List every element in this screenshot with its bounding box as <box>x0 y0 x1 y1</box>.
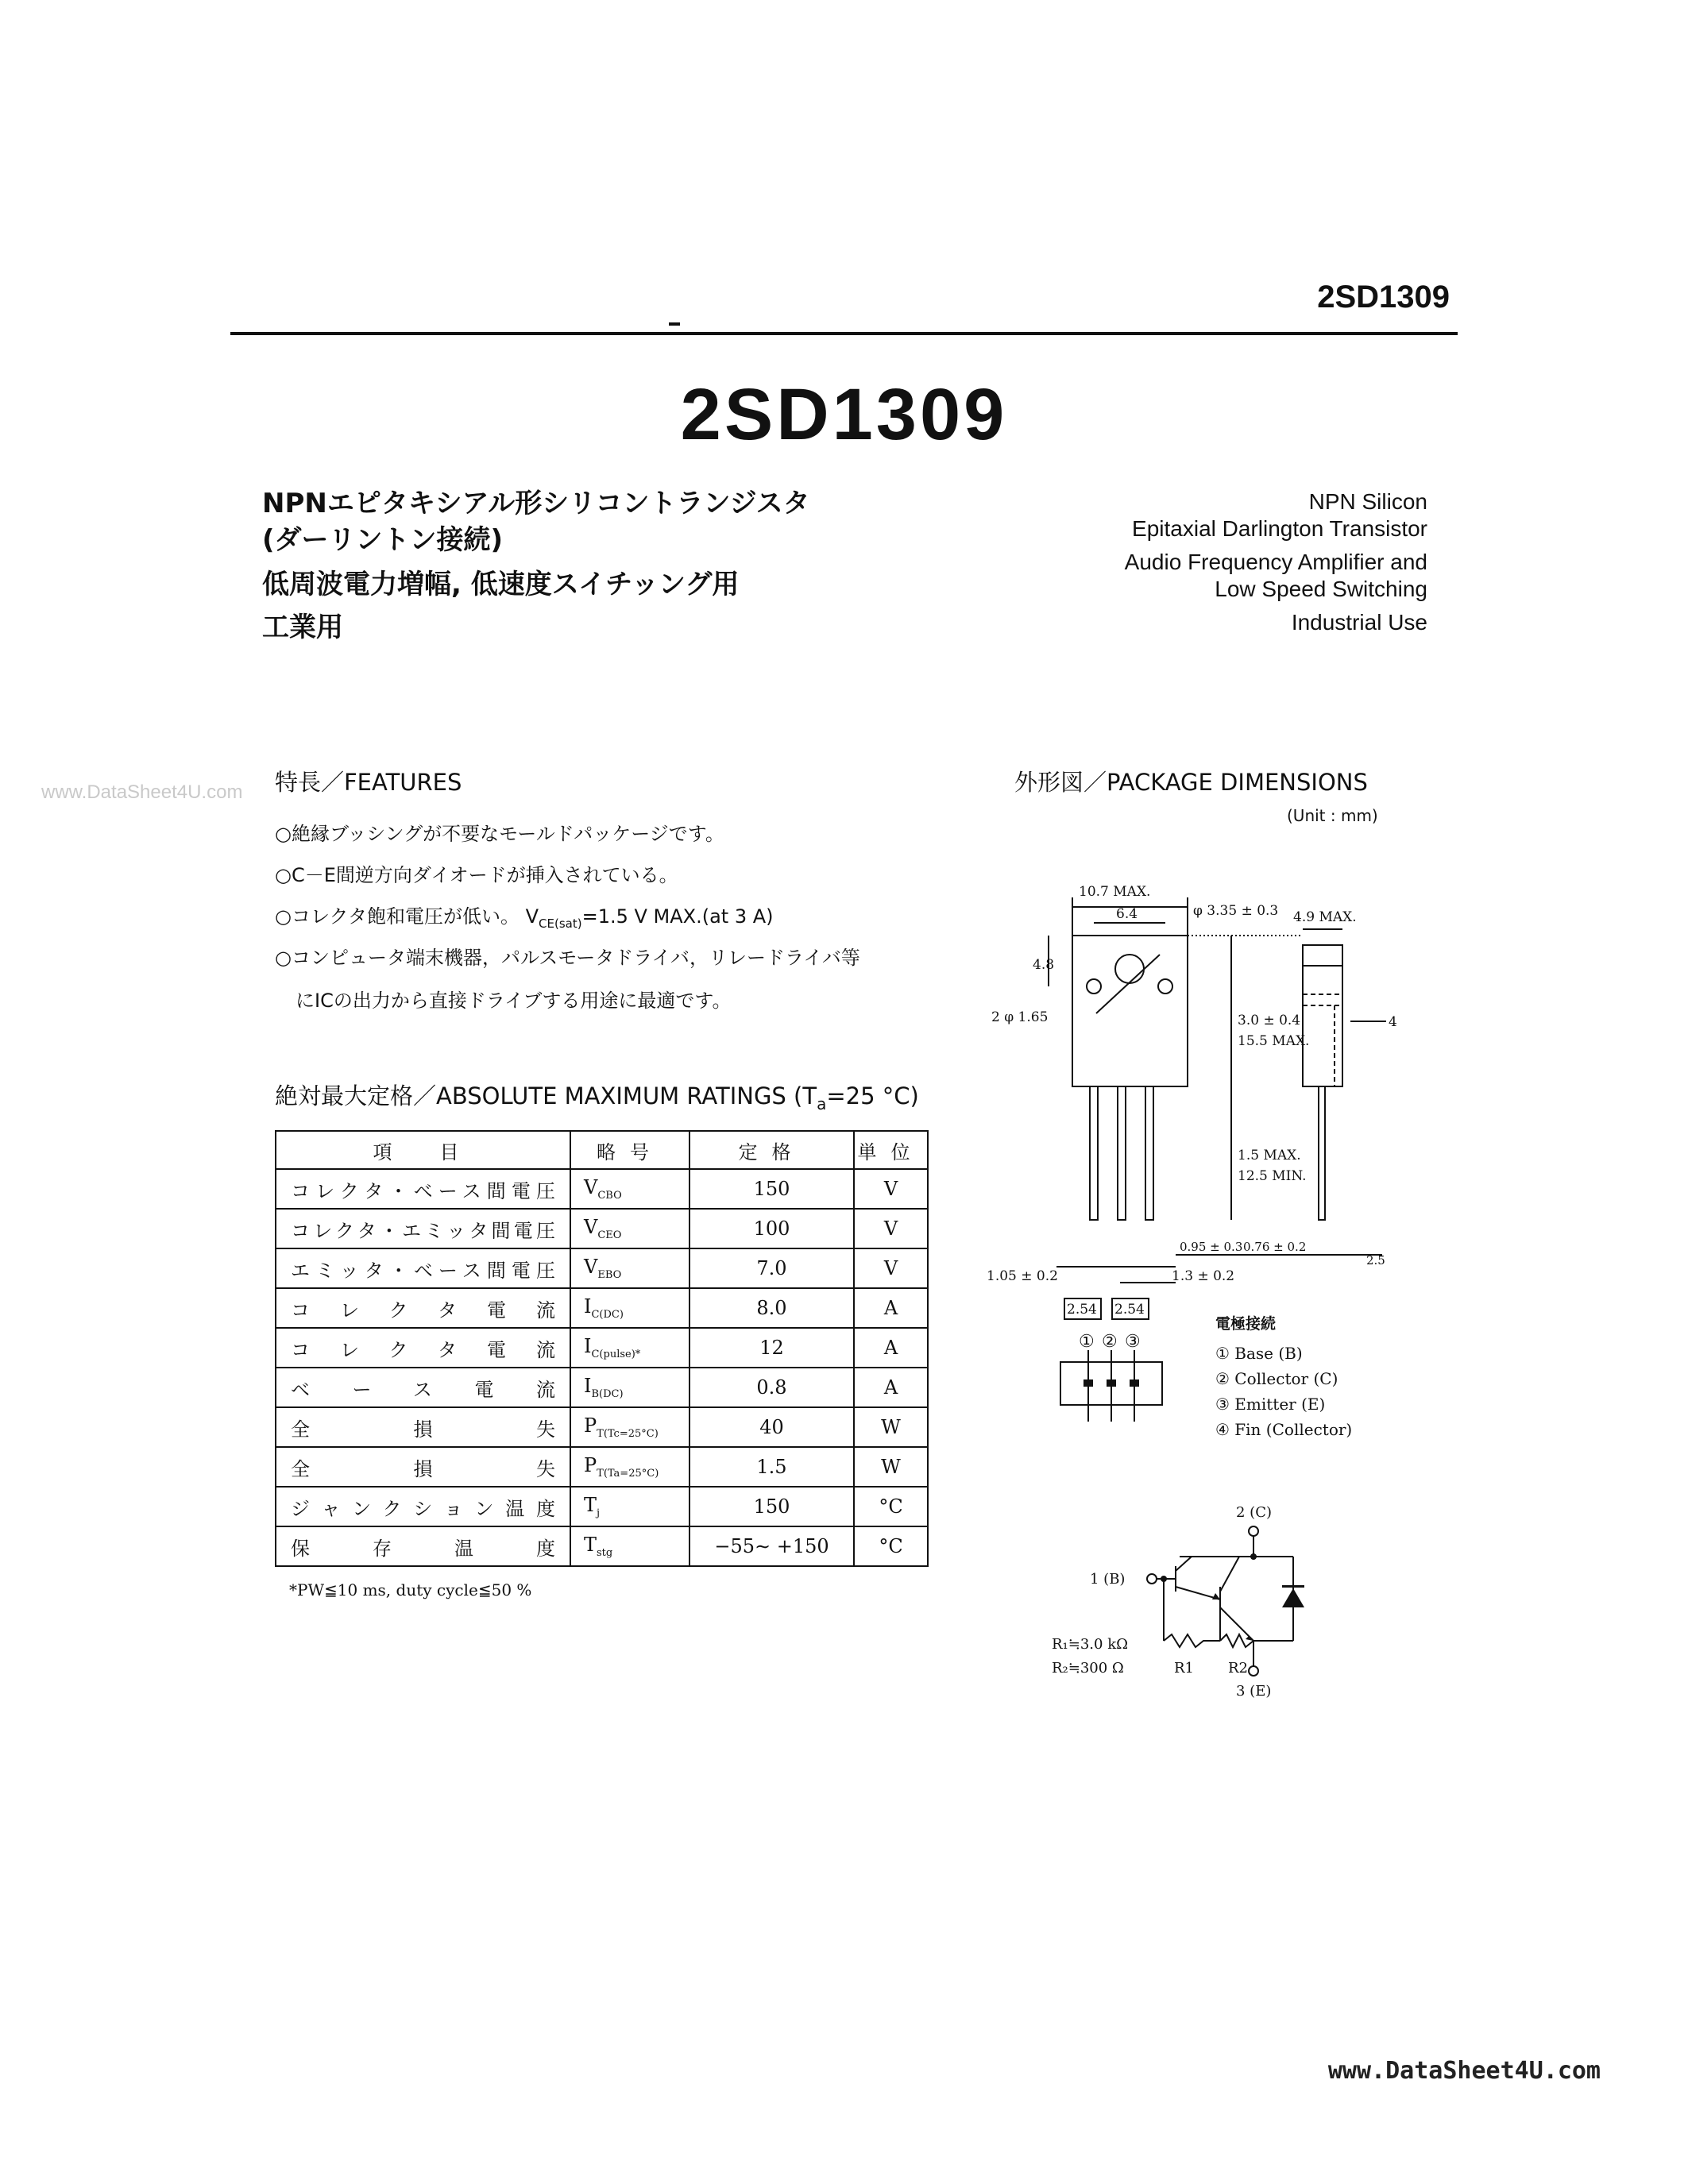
collector-label: 2 (C) <box>1236 1504 1272 1521</box>
ratings-footnote: *PW≦10 ms, duty cycle≦50 % <box>289 1580 532 1599</box>
row-unit: V <box>854 1209 928 1248</box>
table-row <box>276 1169 928 1209</box>
dim-mount-holes: 2 φ 1.65 <box>991 1009 1049 1025</box>
pin-mark-2: ② <box>1102 1332 1118 1352</box>
row-symbol <box>570 1169 689 1209</box>
side-lead <box>1319 1086 1325 1220</box>
dim-fin-offset: 2.5 <box>1366 1253 1385 1268</box>
row-unit: A <box>854 1328 928 1368</box>
package-heading: 外形図／PACKAGE DIMENSIONS <box>1014 769 1368 796</box>
row-item: コレクタ・エミッタ間電圧 <box>276 1209 570 1248</box>
ratings-heading-text: 絶対最大定格／ABSOLUTE MAXIMUM RATINGS (T <box>275 1082 817 1109</box>
table-row <box>276 1209 928 1248</box>
en-desc-line-4: Low Speed Switching <box>1215 577 1427 601</box>
row-symbol <box>570 1248 689 1288</box>
base-node <box>1161 1576 1167 1582</box>
symbol-main: I <box>584 1295 592 1318</box>
symbol-sub: stg <box>597 1546 613 1559</box>
row-unit: °C <box>854 1526 928 1566</box>
row-item: エミッタ・ベース間電圧 <box>276 1248 570 1288</box>
dim-hole-height: 3.0 ± 0.4 <box>1238 1013 1301 1028</box>
mount-hole-left <box>1087 979 1101 994</box>
row-item: コレクタ電流 <box>276 1288 570 1328</box>
pitch-a: 2.54 <box>1067 1302 1097 1318</box>
row-value: 40 <box>689 1407 854 1447</box>
table-row <box>276 1407 928 1447</box>
row-unit: V <box>854 1169 928 1209</box>
dim-hole-spacing-label: 6.4 <box>1116 906 1138 922</box>
center-hole <box>1115 955 1144 983</box>
row-unit: W <box>854 1447 928 1487</box>
diode-icon <box>1282 1588 1304 1607</box>
row-value: 150 <box>689 1169 854 1209</box>
collector-node <box>1250 1553 1257 1560</box>
diode-bar <box>1282 1585 1304 1588</box>
emitter-terminal <box>1249 1666 1258 1676</box>
row-symbol <box>570 1288 689 1328</box>
dim-body-height-label: 15.5 MAX. <box>1238 1033 1310 1049</box>
table-row <box>276 1248 928 1288</box>
symbol-main: P <box>584 1414 597 1437</box>
dim-lead-w2: 1.3 ± 0.2 <box>1172 1268 1235 1284</box>
electrode-item-3: ③ Emitter (E) <box>1215 1395 1326 1414</box>
pin-mark-1: ① <box>1079 1332 1095 1352</box>
symbol-sub: B(DC) <box>591 1387 624 1400</box>
r1-value: R₁≒3.0 kΩ <box>1052 1636 1129 1653</box>
dim-lead-width: 0.95 ± 0.3 <box>1180 1240 1243 1254</box>
feature-item-2: ○C－E間逆方向ダイオードが挿入されている。 <box>275 864 678 886</box>
r1-resistor <box>1164 1634 1220 1647</box>
page-title: 2SD1309 <box>680 374 1008 455</box>
symbol-sub: C(pulse)* <box>591 1348 641 1360</box>
unit-note: (Unit : mm) <box>1287 806 1378 825</box>
row-unit: V <box>854 1248 928 1288</box>
ratings-heading-sub: a <box>817 1094 827 1113</box>
dim-hole-dia: φ 3.35 ± 0.3 <box>1193 903 1279 919</box>
row-value: −55∼ +150 <box>689 1526 854 1566</box>
row-unit: A <box>854 1368 928 1407</box>
row-symbol <box>570 1407 689 1447</box>
base-terminal <box>1147 1574 1157 1584</box>
row-unit: A <box>854 1288 928 1328</box>
circuit-diagram <box>1049 1493 1335 1700</box>
symbol-main: V <box>584 1256 598 1279</box>
jp-desc-line-3: 低周波電力増幅, 低速度スイチッング用 <box>262 569 740 600</box>
feature-item-5: にICの出力から直接ドライブする用途に最適です。 <box>295 990 732 1012</box>
col-unit: 単位 <box>854 1131 928 1169</box>
ratings-table <box>275 1130 929 1567</box>
row-item: 保存温度 <box>276 1526 570 1566</box>
electrode-item-2: ② Collector (C) <box>1215 1369 1338 1388</box>
feature-item-4: ○コンピュータ端末機器，パルスモータドライバ，リレードライバ等 <box>275 947 860 969</box>
feature-item-1: ○絶縁ブッシングが不要なモールドパッケージです。 <box>275 823 724 845</box>
vce-subscript: CE(sat) <box>539 916 582 931</box>
table-row <box>276 1288 928 1328</box>
header-rule <box>230 332 1458 335</box>
pin-mark-3: ③ <box>1125 1332 1141 1352</box>
col-symbol: 略号 <box>570 1131 689 1169</box>
symbol-sub: T(Tc=25°C) <box>597 1427 659 1440</box>
symbol-main: I <box>584 1335 592 1358</box>
symbol-sub: CBO <box>597 1189 622 1202</box>
row-value: 0.8 <box>689 1368 854 1407</box>
r2-label: R2 <box>1228 1660 1249 1677</box>
row-symbol <box>570 1447 689 1487</box>
en-desc-line-3: Audio Frequency Amplifier and <box>1124 550 1427 574</box>
symbol-sub: T(Ta=25°C) <box>597 1467 659 1480</box>
q1-arrow <box>1212 1593 1220 1599</box>
header-dash <box>669 322 680 326</box>
base-label: 1 (B) <box>1090 1571 1126 1588</box>
collector-terminal <box>1249 1526 1258 1536</box>
dim-top-offset-label: 4.8 <box>1033 957 1055 973</box>
fin-callout: 4 <box>1389 1014 1397 1030</box>
symbol-sub: j <box>597 1507 601 1519</box>
r2-value: R₂≒300 Ω <box>1052 1660 1124 1677</box>
dim-lead-thick: 0.76 ± 0.2 <box>1243 1240 1307 1254</box>
symbol-main: T <box>584 1534 597 1557</box>
symbol-sub: CEO <box>597 1229 622 1241</box>
pin-pad-3 <box>1130 1379 1139 1387</box>
row-item: ジャンクション温度 <box>276 1487 570 1526</box>
symbol-main: P <box>584 1454 597 1477</box>
electrodes-heading: 電極接続 <box>1215 1315 1277 1333</box>
row-item: コレクタ電流 <box>276 1328 570 1368</box>
mount-hole-right <box>1158 979 1172 994</box>
row-value: 8.0 <box>689 1288 854 1328</box>
col-rating: 定格 <box>689 1131 854 1169</box>
table-row <box>276 1368 928 1407</box>
header-part-number: 2SD1309 <box>1317 280 1450 314</box>
row-value: 150 <box>689 1487 854 1526</box>
row-item: コレクタ・ベース間電圧 <box>276 1169 570 1209</box>
table-row <box>276 1487 928 1526</box>
emitter-label: 3 (E) <box>1236 1683 1272 1700</box>
en-desc-line-1: NPN Silicon <box>1308 489 1427 514</box>
package-diagram <box>985 866 1414 1445</box>
vce-value: =1.5 V MAX.(at 3 A) <box>581 905 774 928</box>
dim-width-max: 10.7 MAX. <box>1079 884 1151 900</box>
symbol-sub: C(DC) <box>591 1308 624 1321</box>
row-value: 1.5 <box>689 1447 854 1487</box>
row-item: 全損失 <box>276 1447 570 1487</box>
electrode-item-4: ④ Fin (Collector) <box>1215 1420 1353 1439</box>
symbol-sub: EBO <box>597 1268 622 1281</box>
row-symbol <box>570 1209 689 1248</box>
electrode-item-1: ① Base (B) <box>1215 1344 1303 1363</box>
ratings-heading-tail: =25 °C) <box>826 1082 919 1109</box>
row-unit: W <box>854 1407 928 1447</box>
table-row <box>276 1328 928 1368</box>
features-heading: 特長／FEATURES <box>275 769 462 796</box>
row-value: 7.0 <box>689 1248 854 1288</box>
q1-collector <box>1176 1557 1192 1571</box>
ratings-heading <box>275 1078 919 1113</box>
table-row <box>276 1447 928 1487</box>
row-item: 全損失 <box>276 1407 570 1447</box>
dim-lead-length-label: 12.5 MIN. <box>1238 1168 1307 1184</box>
row-symbol <box>570 1526 689 1566</box>
row-item: ベース電流 <box>276 1368 570 1407</box>
pitch-b: 2.54 <box>1114 1302 1145 1318</box>
jp-desc-line-1: NPNエピタキシアル形シリコントランジスタ <box>262 488 810 519</box>
lead-1 <box>1090 1086 1098 1220</box>
col-item: 項 目 <box>276 1131 570 1169</box>
symbol-main: V <box>584 1216 598 1239</box>
ratings-header-row <box>276 1131 928 1169</box>
dim-lead-root: 1.5 MAX. <box>1238 1148 1301 1163</box>
jp-desc-line-2: (ダーリントン接続) <box>262 524 504 556</box>
package-body-front <box>1072 936 1188 1086</box>
r1-label: R1 <box>1174 1660 1195 1677</box>
feature-item-3-text: ○コレクタ飽和電圧が低い。 V <box>275 905 539 928</box>
row-value: 100 <box>689 1209 854 1248</box>
q2-collector <box>1220 1557 1239 1592</box>
en-desc-line-5: Industrial Use <box>1291 610 1427 635</box>
dim-lead-w1: 1.05 ± 0.2 <box>987 1268 1058 1284</box>
lead-3 <box>1145 1086 1153 1220</box>
feature-item-3 <box>275 901 774 931</box>
row-value: 12 <box>689 1328 854 1368</box>
watermark-bottom: www.DataSheet4U.com <box>1327 2057 1601 2085</box>
watermark-top: www.DataSheet4U.com <box>41 781 243 803</box>
hole-leader <box>1096 955 1160 1013</box>
lead-2 <box>1118 1086 1126 1220</box>
symbol-main: I <box>584 1375 592 1398</box>
pin-pad-2 <box>1107 1379 1116 1387</box>
symbol-main: V <box>584 1176 598 1199</box>
row-symbol <box>570 1328 689 1368</box>
dim-thickness-max: 4.9 MAX. <box>1293 909 1357 925</box>
table-row <box>276 1526 928 1566</box>
en-desc-line-2: Epitaxial Darlington Transistor <box>1132 516 1427 541</box>
jp-desc-line-4: 工業用 <box>262 612 343 643</box>
pin-pad-1 <box>1083 1379 1093 1387</box>
row-symbol <box>570 1487 689 1526</box>
row-symbol <box>570 1368 689 1407</box>
row-unit: °C <box>854 1487 928 1526</box>
symbol-main: T <box>584 1494 597 1517</box>
